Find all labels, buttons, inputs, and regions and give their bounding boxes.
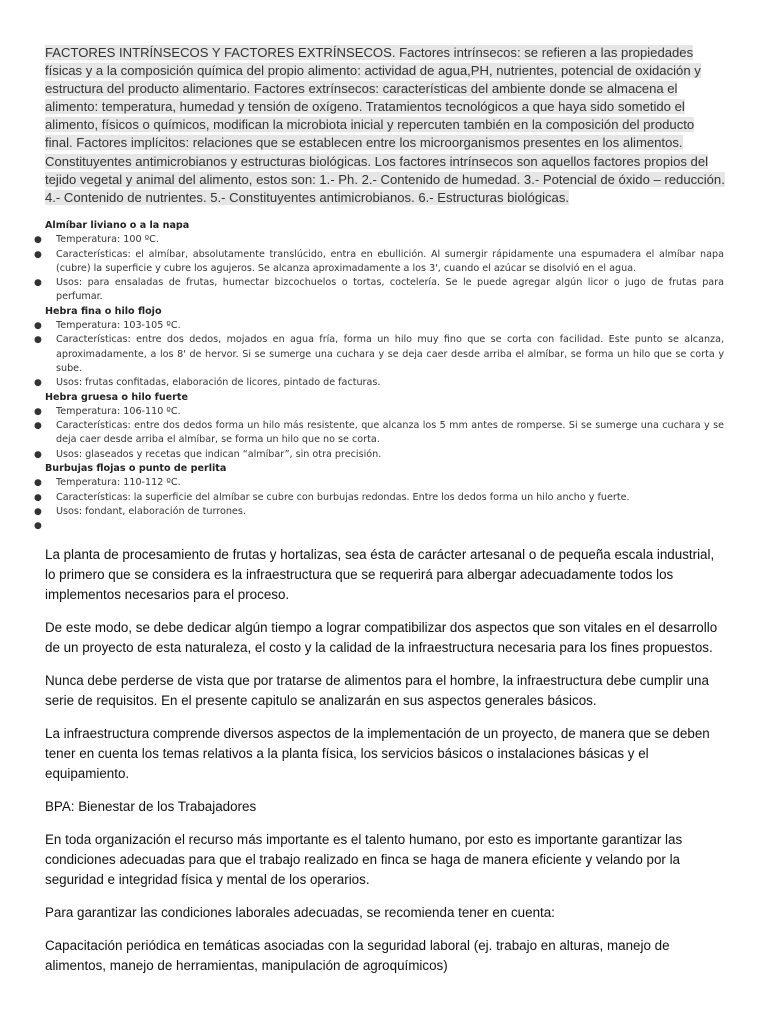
list-item (34, 319, 724, 333)
bullet-icon: ● (34, 278, 42, 289)
bullet-icon: ● (34, 449, 42, 460)
list-item-text: Características: entre dos dedos forma un hilo más resistente, que alcanza los 5 mm antes de romperse. Si se sumerge una cuchara y se deja caer desde arriba el almíbar, se forma un hilo que no se corta. (56, 420, 724, 446)
body-paragraph: La infraestructura comprende diversos aspectos de la implementación de un proyecto, de manera que se deben tener en cuenta los temas relativos a la planta física, los servicios básicos o instalaciones básicas y el equipamiento. (45, 725, 710, 782)
list-item-text: Usos: para ensaladas de frutas, humectar bizcochuelos o tortas, coctelería. Se le puede agregar algún licor o jugo de frutas para perfumar. (56, 277, 724, 303)
body-paragraph: Para garantizar las condiciones laborales adecuadas, se recomienda tener en cuenta: (45, 904, 555, 920)
bullet-icon: ● (34, 492, 42, 503)
bullet-icon: ● (34, 506, 42, 517)
list-item-text: Características: el almíbar, absolutamente translúcido, entra en ebullición. Al sumergir rápidamente una espumadera el almíbar napa (cubre) la superficie y cubre los agujeros. Se alcanza aproximadamente a los 3', cuando el azúcar se disolvió en el agua. (56, 248, 724, 274)
bullet-icon: ● (34, 249, 42, 260)
body-text (45, 545, 720, 988)
list-item (34, 476, 724, 490)
bullet-icon: ● (34, 235, 42, 246)
syrup-section-list (34, 233, 724, 304)
list-item (34, 519, 724, 533)
body-paragraph: Capacitación periódica en temáticas asociadas con la seguridad laboral (ej. trabajo en alturas, manejo de alimentos, manejo de herramientas, manipulación de agroquímicos) (45, 937, 670, 973)
list-item-text: Temperatura: 103-105 ºC. (56, 320, 181, 332)
bullet-icon: ● (34, 378, 42, 389)
syrup-points-list (34, 219, 724, 534)
list-item-text: Temperatura: 106-110 ºC. (56, 405, 181, 417)
list-item (34, 376, 724, 390)
body-paragraph: De este modo, se debe dedicar algún tiempo a lograr compatibilizar dos aspectos que son vitales en el desarrollo de un proyecto de esta naturaleza, el costo y la calidad de la infraestructura necesaria para los fines propuestos. (45, 620, 718, 656)
list-item (34, 333, 724, 376)
list-item-text: Usos: frutas confitadas, elaboración de licores, pintado de facturas. (56, 377, 381, 389)
bullet-icon: ● (34, 521, 42, 532)
syrup-section-heading: Almíbar liviano o a la napa (45, 220, 190, 231)
section-heading-bpa: BPA: Bienestar de los Trabajadores (45, 799, 257, 815)
bullet-icon: ● (34, 478, 42, 489)
list-item-text: Características: la superficie del almíbar se cubre con burbujas redondas. Entre los dedos forma un hilo ancho y fuerte. (56, 491, 630, 503)
syrup-section-list (34, 319, 724, 390)
list-item (34, 448, 724, 462)
list-item (34, 419, 724, 448)
list-item (34, 233, 724, 247)
bullet-icon: ● (34, 335, 42, 346)
bullet-icon: ● (34, 406, 42, 417)
syrup-section-list (34, 476, 724, 533)
bullet-icon: ● (34, 321, 42, 332)
bullet-icon: ● (34, 421, 42, 432)
list-item-text: Temperatura: 100 ºC. (56, 234, 159, 246)
body-paragraph: Nunca debe perderse de vista que por tratarse de alimentos para el hombre, la infraestructura debe cumplir una serie de requisitos. En el presente capitulo se analizarán en sus aspectos generales básicos. (45, 673, 709, 709)
intro-highlighted-paragraph (45, 44, 725, 207)
intro-paragraph-text: FACTORES INTRÍNSECOS Y FACTORES EXTRÍNSECOS. Factores intrínsecos: se refieren a las propiedades físicas y a la composición química del propio alimento: actividad de agua,PH, nutrientes, potencial de oxidación y estructura del producto alimentario. Factores extrínsecos: características del ambiente donde se almacena el alimento: temperatura, humedad y tensión de oxígeno. Tratamientos tecnológicos a que haya sido sometido el alimento, físicos o químicos, modifican la microbiota inicial y repercuten también en la composición del producto final. Factores implícitos: relaciones que se establecen entre los microorganismos presentes en los alimentos. Constituyentes antimicrobianos y estructuras biológicas. Los factores intrínsecos son aquellos factores propios del tejido vegetal y animal del alimento, estos son: 1.- Ph. 2.- Contenido de humedad. 3.- Potencial de óxido – reducción. 4.- Contenido de nutrientes. 5.- Constituyentes antimicrobianos. 6.- Estructuras biológicas. (45, 45, 725, 205)
list-item-text: Características: entre dos dedos, mojados en agua fría, forma un hilo muy fino que se corta con facilidad. Este punto se alcanza, aproximadamente, a los 8' de hervor. Si se sumerge una cuchara y se deja caer desde arriba el almíbar, se forma un hilo que se corta y sube. (56, 334, 724, 374)
list-item (34, 505, 724, 519)
list-item-text: Usos: fondant, elaboración de turrones. (56, 505, 246, 517)
list-item (34, 276, 724, 305)
list-item (34, 491, 724, 505)
syrup-section-heading: Hebra fina o hilo flojo (45, 305, 162, 317)
syrup-section-heading: Hebra gruesa o hilo fuerte (45, 391, 189, 403)
body-paragraph: La planta de procesamiento de frutas y hortalizas, sea ésta de carácter artesanal o de pequeña escala industrial, lo primero que se considera es la infraestructura que se requerirá para albergar adecuadamente todos los implementos necesarios para el proceso. (45, 547, 715, 603)
list-item-text: Temperatura: 110-112 ºC. (56, 477, 181, 489)
syrup-section-list (34, 405, 724, 462)
list-item (34, 405, 724, 419)
syrup-section-heading: Burbujas flojas o punto de perlita (45, 463, 227, 475)
list-item (34, 248, 724, 277)
list-item-text: Usos: glaseados y recetas que indican “almíbar”, sin otra precisión. (56, 448, 382, 460)
body-paragraph: En toda organización el recurso más importante es el talento humano, por esto es importante garantizar las condiciones adecuadas para que el trabajo realizado en finca se haga de manera eficiente y velando por la seguridad e integridad física y mental de los operarios. (45, 831, 683, 888)
